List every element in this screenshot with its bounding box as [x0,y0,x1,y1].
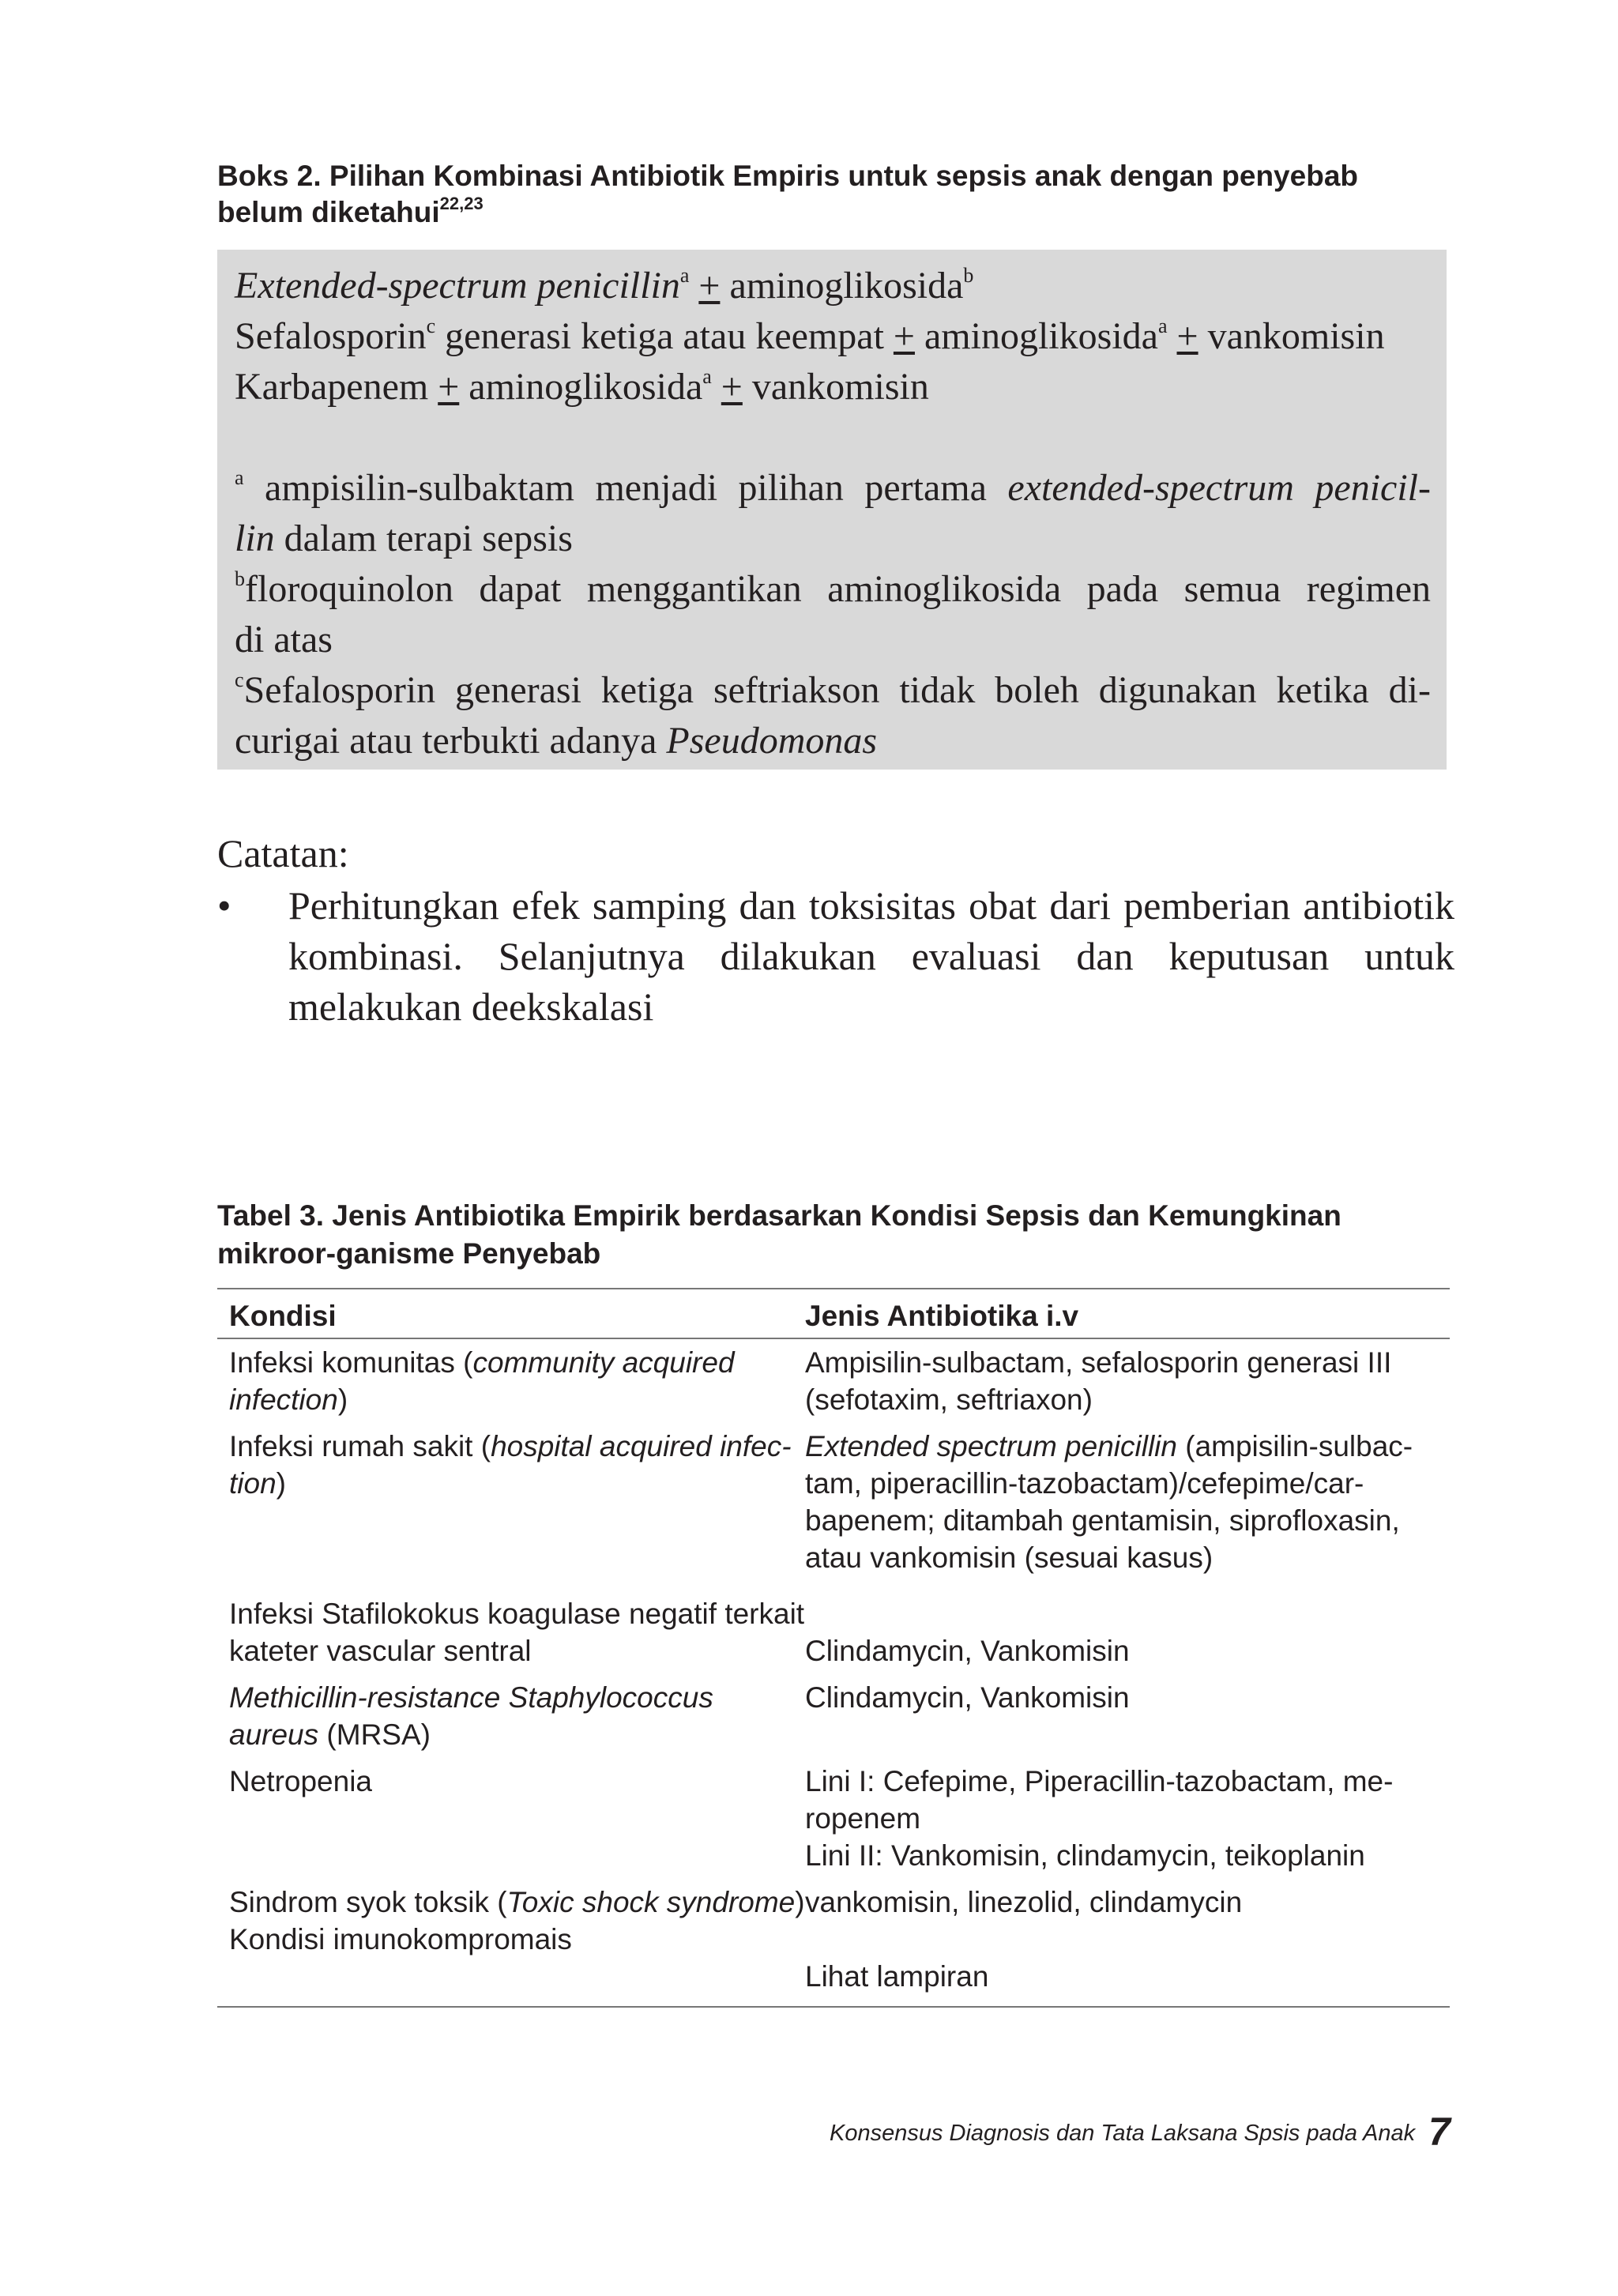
footnote-a-line-2: lin dalam terapi sepsis [235,518,573,559]
table-header-row [217,1289,1450,1339]
footnote-c-line-1: $^c$Sefalosporin generasi ketiga seftriakson tidak boleh digunakan ketika di- [235,668,1431,711]
footnote-c-line-2: curigai atau terbukti adanya Pseudomonas [235,720,878,762]
box-line-1: Extended-spectrum penicillin$^a$ + aminoglikosida$^b$ [235,264,974,307]
table-row [217,1423,1450,1581]
table-row [217,1581,1450,1674]
box-title-text: Boks 2. Pilihan Kombinasi Antibiotik Empiris untuk sepsis anak dengan penyebab belum diketahui [217,160,1358,228]
table-header-kondisi: Kondisi [229,1300,337,1332]
bullet-icon: • [217,883,231,928]
table-cell-antibiotik: Clindamycin, Vankomisin [805,1681,1130,1714]
table-header-antibiotik: Jenis Antibiotika i.v [805,1300,1079,1332]
antibiotic-table [217,1288,1450,2008]
antibiotic-combination-box [217,250,1447,770]
table-cell-kondisi: Infeksi komunitas (community acquired infection) [229,1346,735,1416]
box-title-refs: 22,23 [439,194,484,213]
page-number: 7 [1428,2110,1451,2154]
box-title [217,158,1450,231]
table-cell-kondisi: Infeksi Stafilokokus koagulase negatif terkait kateter vascular sentral [229,1598,805,1667]
box-line-3: Karbapenem + aminoglikosida$^a$ + vankomisin [235,365,929,408]
table-cell-antibiotik: Extended spectrum penicillin (ampisilin-sulbac-tam, piperacillin-tazobactam)/cefepime/car-bapenem; ditambah gentamisin, siprofloxasin, atau vankomisin (sesuai kasus) [805,1430,1413,1574]
table-cell-kondisi: Methicillin-resistance Staphylococcus aureus (MRSA) [229,1681,713,1751]
table-row [217,1758,1450,1879]
notes-heading: Catatan: [217,831,349,875]
footnote-b-line-2: di atas [235,619,333,661]
table-row [217,1339,1450,1423]
footnote-b-line-1: $^b$floroquinolon dapat menggantikan aminoglikosida pada semua regimen [235,567,1431,610]
table-cell-antibiotik: Lini I: Cefepime, Piperacillin-tazobactam, me-ropenem Lini II: Vankomisin, clindamycin, teikoplanin [805,1765,1394,1872]
table-cell-kondisi: Sindrom syok toksik (Toxic shock syndrome) Kondisi imunokompromais [229,1886,805,1955]
box-line-2: Sefalosporin$^c$ generasi ketiga atau keempat + aminoglikosida$^a$ + vankomisin [235,314,1385,357]
table-cell-kondisi: Netropenia [229,1765,373,1797]
note-item: Perhitungkan efek samping dan toksisitas obat dari pemberian antibiotik kombinasi. Selanjutnya dilakukan evaluasi dan keputusan untuk melakukan deekskalasi [288,883,1454,1029]
footnote-a-line-1: $^a$ ampisilin-sulbaktam menjadi pilihan pertama extended-spectrum penicil- [235,466,1431,509]
table-row [217,1674,1450,1758]
table-cell-antibiotik: Clindamycin, Vankomisin [805,1635,1130,1667]
notes-list [217,880,1454,1032]
table-cell-antibiotik: vankomisin, linezolid, clindamycin Lihat lampiran [805,1886,1243,1993]
table-title: Tabel 3. Jenis Antibiotika Empirik berdasarkan Kondisi Sepsis dan Kemungkinan mikroor-ganisme Penyebab [217,1199,1341,1270]
table-row [217,1879,1450,2006]
table-cell-antibiotik: Ampisilin-sulbactam, sefalosporin generasi III (sefotaxim, seftriaxon) [805,1346,1392,1416]
running-footer-title: Konsensus Diagnosis dan Tata Laksana Spsis pada Anak [830,2121,1416,2146]
table-cell-kondisi: Infeksi rumah sakit (hospital acquired infec-tion) [229,1430,792,1500]
